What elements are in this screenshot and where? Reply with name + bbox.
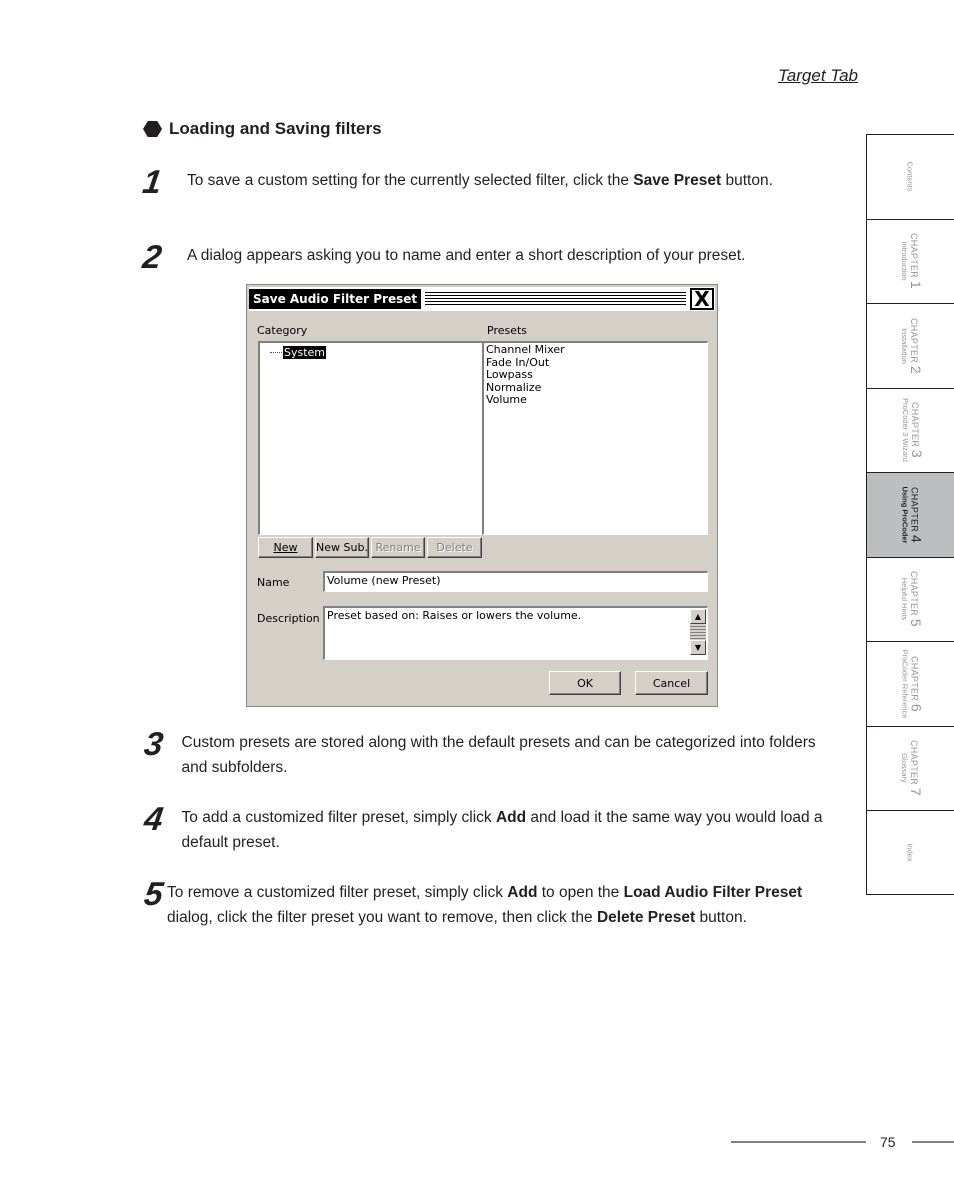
tree-connector [270, 352, 282, 353]
page-number: 75 [880, 1134, 896, 1150]
step-text: To save a custom setting for the currently selected filter, click the Save Preset button. [187, 172, 773, 189]
step-number: 4 [142, 800, 166, 837]
section-heading [143, 119, 382, 139]
step-number: 3 [142, 725, 166, 762]
tab-chapter-1[interactable]: CHAPTER 1 Introduction [866, 219, 954, 304]
presets-label: Presets [487, 324, 528, 337]
step-1 [140, 163, 833, 200]
tree-item-label: System [284, 346, 326, 359]
category-label: Category [257, 324, 308, 337]
description-text: Preset based on: Raises or lowers the volume. [327, 609, 582, 622]
dialog-titlebar [249, 287, 715, 311]
footer-rule-left [731, 1141, 866, 1143]
scroll-down-icon[interactable]: ▼ [690, 640, 706, 655]
step-2 [140, 238, 833, 275]
tab-index[interactable]: Index [866, 810, 954, 895]
footer-rule-right [912, 1141, 954, 1143]
header-title: Target Tab [777, 66, 858, 85]
chapter-tabs [866, 134, 954, 895]
name-field[interactable]: Volume (new Preset) [323, 571, 708, 592]
step-4 [142, 800, 833, 855]
step-text: To add a customized filter preset, simply click Add and load it the same way you would load a default preset. [181, 809, 823, 851]
tab-chapter-7[interactable]: CHAPTER 7 Glossary [866, 726, 954, 811]
name-label: Name [257, 576, 290, 589]
step-5 [142, 875, 833, 930]
rename-button[interactable]: Rename [371, 537, 425, 558]
category-tree[interactable] [258, 341, 483, 535]
titlebar-stripes [425, 292, 686, 306]
tab-chapter-6[interactable]: CHAPTER 6 ProCoder Reference [866, 641, 954, 726]
step-3 [142, 725, 833, 780]
list-item[interactable]: Volume [486, 393, 527, 406]
scroll-up-icon[interactable]: ▲ [690, 609, 706, 624]
tab-chapter-3[interactable]: CHAPTER 3 ProCoder 3 Wizard [866, 388, 954, 473]
description-scrollbar[interactable] [690, 609, 706, 658]
list-item[interactable]: Fade In/Out [486, 355, 550, 369]
ok-button[interactable]: OK [549, 671, 621, 695]
tab-chapter-4[interactable]: CHAPTER 4 Using ProCoder [866, 472, 954, 557]
cancel-button[interactable]: Cancel [635, 671, 708, 695]
tab-chapter-2[interactable]: CHAPTER 2 Installation [866, 303, 954, 388]
tab-contents[interactable]: Contents [866, 134, 954, 219]
hexagon-bullet-icon [143, 121, 162, 137]
dialog-title: Save Audio Filter Preset [249, 289, 421, 309]
tab-chapter-5[interactable]: CHAPTER 5 Helpful Hints [866, 557, 954, 642]
new-sub-button[interactable]: New Sub. [315, 537, 369, 558]
list-item[interactable]: Lowpass [486, 368, 533, 381]
presets-list[interactable] [482, 341, 708, 535]
section-heading-text: Loading and Saving filters [169, 119, 382, 138]
step-text: A dialog appears asking you to name and enter a short description of your preset. [187, 247, 746, 264]
tree-item-system[interactable] [270, 346, 326, 359]
description-field[interactable] [323, 606, 708, 660]
delete-button[interactable]: Delete [427, 537, 482, 558]
new-button[interactable]: New [258, 537, 313, 558]
close-button[interactable]: X [690, 288, 714, 310]
description-label: Description [257, 612, 320, 625]
step-number: 5 [142, 875, 166, 912]
list-item[interactable]: Channel Mixer [486, 343, 565, 356]
scroll-thumb[interactable] [690, 624, 706, 640]
step-number: 2 [140, 238, 165, 275]
step-number: 1 [140, 163, 165, 200]
list-item[interactable]: Normalize [486, 380, 542, 394]
step-text: Custom presets are stored along with the default presets and can be categorized into folders and subfolders. [181, 734, 816, 776]
step-text: To remove a customized filter preset, simply click Add to open the Load Audio Filter Preset dialog, click the filter preset you want to remove, then click the Delete Preset button. [167, 884, 803, 926]
save-preset-dialog [246, 284, 718, 707]
